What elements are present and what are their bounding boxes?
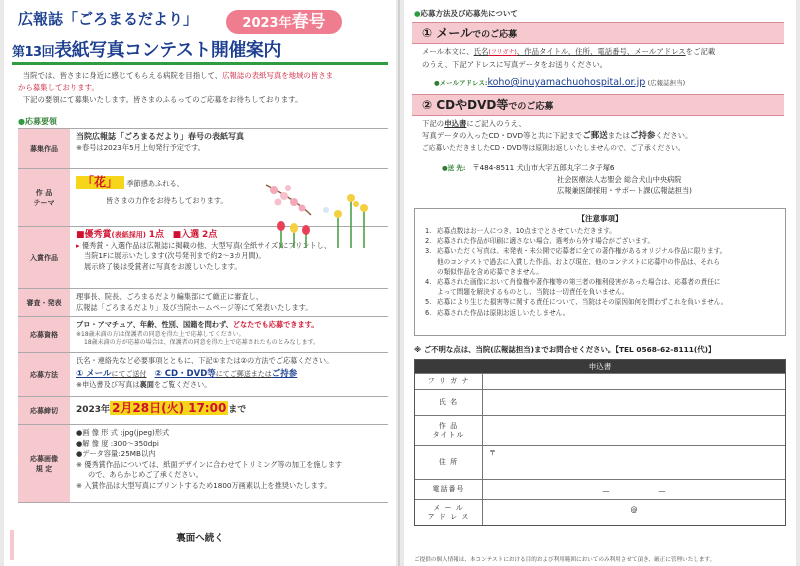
m2-f: または xyxy=(607,131,630,140)
label-theme: 作 品 テーマ xyxy=(18,169,70,226)
method2-header xyxy=(412,94,784,116)
elig-small1: ※18歳未満の方は保護者の同意を得た上で応募してください。 xyxy=(76,330,245,338)
deadline-date: 2月28日(火) xyxy=(112,401,185,415)
addr-zip: 〒484-8511 犬山市大字五郎丸字二タ子塚6 xyxy=(472,163,615,172)
inquiry-text: ※ ご不明な点は、当院(広報誌担当)までお問合せください。【TEL 0568-62-8111(代)】 xyxy=(414,345,716,354)
butterfly-icon xyxy=(323,207,329,213)
form-field-label: 作 品 タイトル xyxy=(415,416,483,445)
label-deadline: 応募締切 xyxy=(18,397,70,424)
prize-note3: 展示終了後は受賞者に写真をお渡しいたします。 xyxy=(84,261,242,271)
m1-d: 、作品タイトル、住所、電話番号、メールアドレス xyxy=(516,47,686,56)
notes-box xyxy=(414,208,786,336)
form-row xyxy=(415,479,785,499)
note-number xyxy=(425,287,437,297)
title-underline xyxy=(12,62,388,65)
email-label: ●メールアドレス: xyxy=(434,79,488,87)
category-c: 」春号の表紙写真 xyxy=(180,132,244,141)
form-field-label: フ リ ガ ナ xyxy=(415,374,483,389)
theme-text1: 季節感あふれる、 xyxy=(126,179,184,188)
intro-line2: から募集しております。 xyxy=(18,83,99,92)
method1-num: ① xyxy=(422,26,433,40)
note-item xyxy=(425,308,775,318)
m2-line3: ご応募いただきましたCD・DVD等は原則お返しいたしませんので、ご了承ください。 xyxy=(422,144,685,152)
theme-word: 「花」 xyxy=(76,176,124,189)
cell-specs xyxy=(70,425,388,502)
theme-text2: 皆さまの力作をお待ちしております。 xyxy=(106,195,228,205)
m1-c: (フリガナ) xyxy=(488,49,517,56)
note-item xyxy=(425,257,775,267)
note-item xyxy=(425,267,775,277)
row-category xyxy=(18,129,388,169)
m2-d: 写真データの入ったCD・DVD等と共に下記まで xyxy=(422,131,583,140)
prize-gold-count: 1点 xyxy=(148,230,165,240)
notes-list xyxy=(415,224,785,318)
form-row xyxy=(415,389,785,415)
judge-text1: 理事長、院長、ごろまるだより編集部にて厳正に審査し、 xyxy=(76,292,263,301)
prize-note1: 優秀賞・入選作品は広報誌に掲載の他、大型写真(全紙サイズ)にプリントし、 xyxy=(81,240,332,250)
note-item xyxy=(425,297,775,307)
note-text: 応募点数はお一人につき、10点までとさせていただきます。 xyxy=(437,227,616,235)
intro-text xyxy=(18,70,386,106)
magazine-label: 広報誌「ごろまるだより」 xyxy=(18,10,199,28)
m2-g: ご持参 xyxy=(629,131,656,141)
cell-deadline xyxy=(70,397,388,424)
category-a: 当院広報誌「 xyxy=(76,132,124,141)
addr-org: 社会医療法人志聖会 総合犬山中央病院 xyxy=(557,175,682,184)
form-title: 申込書 xyxy=(415,360,785,373)
deadline-year: 2023年 xyxy=(76,405,111,415)
form-field-label: 氏 名 xyxy=(415,390,483,415)
prize-note2: 当院1Fに展示いたします(次号発刊まで約2～3カ月間)。 xyxy=(84,251,266,260)
method-opt2: ② CD・DVD等 xyxy=(154,368,216,379)
label-specs: 応募画像 規 定 xyxy=(18,425,70,502)
method1-title: メール xyxy=(436,26,473,40)
label-judging: 審査・発表 xyxy=(18,289,70,316)
note-number: 5. xyxy=(425,298,432,307)
back-page xyxy=(404,0,796,566)
intro-line1a: 当院では、皆さまに身近に感じてもらえる病院を目指して、 xyxy=(22,71,223,80)
method-opt2b: にてご郵送または xyxy=(215,369,272,378)
m2-a: 下記の xyxy=(422,119,445,128)
email-link[interactable]: koho@inuyamachuohospital.or.jp xyxy=(487,77,646,88)
spec-resolution: ●解 像 度 :300～350dpi xyxy=(76,438,159,448)
email-note: (広報誌担当) xyxy=(647,79,686,87)
method-note-c: をご覧ください。 xyxy=(153,380,212,389)
method2-title: CDやDVD等 xyxy=(436,98,509,112)
issue-year: 2023年 xyxy=(242,16,292,31)
note-text: 応募された作品は原則お返しいたしません。 xyxy=(437,308,570,317)
spec-size: ●データ容量:25MB以内 xyxy=(76,449,156,458)
deadline-time: 17:00 xyxy=(188,401,227,415)
application-form xyxy=(414,359,786,526)
privacy-note: ご提供の個人情報は、本コンテストにおける目的および利用範囲においてのみ利用させて頂き、厳正に管理いたします。 xyxy=(414,557,716,563)
prize-gold-note: (表紙採用) xyxy=(111,231,146,239)
m2-e: ご郵送 xyxy=(582,131,608,141)
m1-line2: のうえ、下記アドレスに写真データをお送りください。 xyxy=(422,60,607,69)
method1-header xyxy=(412,22,784,44)
label-prizes: 入賞作品 xyxy=(18,227,70,288)
row-eligibility xyxy=(18,317,388,353)
cell-category xyxy=(70,129,388,168)
elig-small2: 18歳未満の方が応募の場合は、保護者の同意を得た上で応募されたものとみなします。 xyxy=(84,339,320,346)
form-field-input[interactable] xyxy=(483,390,785,415)
method-note-b: 裏面 xyxy=(139,380,154,389)
form-row xyxy=(415,499,785,525)
cell-prizes: ■優秀賞(表紙採用) 1点 ■入選 2点 ▸ 優秀賞・入選作品は広報誌に掲載の他、大型写真(全紙サイズ)にプリントし、 当院1Fに展示いたします(次号発刊まで約2～3カ月間)。 展示終了後は受賞者に写真をお渡しいたします。 xyxy=(70,227,388,288)
note-number xyxy=(425,257,437,267)
note-text: よって問題を解決するものとし、当院は一切責任を負いません。 xyxy=(437,288,629,297)
intro-line1b: 広報誌の表紙写真を地域の皆さま xyxy=(222,71,333,80)
method-note-a: ※申込書及び写真は xyxy=(76,380,140,389)
spec-note2: ので、あらかじめご了承ください。 xyxy=(88,470,203,479)
tulip-icon xyxy=(277,221,310,248)
note-item xyxy=(425,226,775,236)
prize-gold: ■優秀賞 xyxy=(76,230,112,240)
note-number: 2. xyxy=(425,237,432,246)
method1-text xyxy=(422,46,786,89)
note-number: 4. xyxy=(425,278,432,287)
label-method: 応募方法 xyxy=(18,353,70,396)
form-field-input[interactable]: 〒 xyxy=(489,449,496,457)
row-specs xyxy=(18,425,388,503)
cell-judging xyxy=(70,289,388,316)
note-text: 応募いただく写真は、未発表・未公開で応募者に全ての著作権があるオリジナル作品に限ります。 xyxy=(437,247,727,256)
issue-season: 春号 xyxy=(291,12,326,32)
intro-line3: 下記の要領にて募集いたします。皆さまのふるってのご応募をお待ちしております。 xyxy=(22,95,303,104)
rapeseed-icon xyxy=(334,194,368,248)
note-number: 1. xyxy=(425,227,432,235)
m2-h: ください。 xyxy=(655,131,693,140)
form-row xyxy=(415,445,785,479)
page-divider xyxy=(398,0,400,566)
note-number xyxy=(425,267,437,277)
m2-b: 申込書 xyxy=(444,119,467,128)
form-field-input[interactable]: — — xyxy=(602,487,666,495)
application-section-heading: ●応募方法及び応募先について xyxy=(414,9,518,18)
method2-suffix: でのご応募 xyxy=(508,102,554,112)
form-field-label: 電話番号 xyxy=(415,480,483,499)
method-opt1: ① メール xyxy=(76,368,112,379)
m2-c: にご記入のうえ、 xyxy=(466,119,526,128)
notes-title: 【注意事項】 xyxy=(577,214,623,223)
footer-accent xyxy=(10,530,14,560)
issue-badge xyxy=(226,10,342,34)
note-item xyxy=(425,287,775,297)
note-number: 6. xyxy=(425,308,432,317)
note-item xyxy=(425,277,775,287)
deadline-post: まで xyxy=(228,405,247,415)
cell-eligibility xyxy=(70,317,388,352)
row-method xyxy=(18,353,388,397)
spec-note1: ※ 優秀賞作品については、紙面デザインに合わせてトリミング等の加工を施します xyxy=(76,459,343,469)
method-text1: 氏名・連絡先など必要事項とともに、下記①または②の方法でご応募ください。 xyxy=(76,356,334,365)
method-opt1b: にてご送付 xyxy=(111,369,147,378)
prize-select-count: 2点 xyxy=(202,230,218,240)
note-text: 他のコンテストで過去に入賞した作品、および現在、他のコンテストに応募中の作品は、それら xyxy=(437,257,721,266)
form-row xyxy=(415,373,785,389)
front-page xyxy=(4,0,396,566)
note-text: の類似作品を含め応募できません。 xyxy=(437,267,543,276)
method-opt2c: ご持参 xyxy=(271,368,298,379)
continue-footer: 裏面へ続く xyxy=(176,533,224,544)
title-main: 表紙写真コンテスト開催案内 xyxy=(54,40,281,61)
page-title xyxy=(12,36,281,62)
category-note: ※春号は2023年5月上旬発行予定です。 xyxy=(76,142,205,152)
note-item xyxy=(425,236,775,246)
form-field-input[interactable] xyxy=(483,374,785,389)
category-b: ごろまるだより xyxy=(124,132,180,141)
note-text: 応募された作品が印刷に適さない場合、選考から外す場合がございます。 xyxy=(437,237,655,246)
note-number: 3. xyxy=(425,247,432,256)
application-section-title: 応募方法及び応募先について xyxy=(420,9,518,18)
note-item xyxy=(425,246,775,256)
form-row xyxy=(415,415,785,445)
spec-note3: ※ 入賞作品は大型写真にプリントするため1800万画素以上を推奨いたします。 xyxy=(76,480,332,490)
form-field-label: 住 所 xyxy=(415,446,483,479)
row-judging xyxy=(18,289,388,317)
label-category: 募集作品 xyxy=(18,129,70,168)
judge-text2: 広報誌「ごろまるだより」及び当院ホームページ等にて発表いたします。 xyxy=(76,302,313,312)
cherry-blossom-icon xyxy=(266,185,311,215)
m1-e: をご記載 xyxy=(685,47,716,56)
note-text: 応募により生じた損害等に関する責任について、当院はその原因如何を問わずこれを負いません。 xyxy=(437,298,728,307)
m1-a: メール本文に、 xyxy=(422,47,474,56)
row-deadline xyxy=(18,397,388,425)
cell-method xyxy=(70,353,388,396)
spec-format: ●画 像 形 式 :jpg(jpeg)形式 xyxy=(76,428,170,437)
section-title: 応募要領 xyxy=(24,117,57,126)
addr-label: ●送 先: xyxy=(442,164,466,172)
form-field-input[interactable]: @ xyxy=(630,506,638,514)
section-heading: ●応募要領 xyxy=(18,117,57,126)
form-field-input[interactable] xyxy=(483,416,785,445)
method2-num: ② xyxy=(422,98,433,112)
mailing-address xyxy=(442,162,782,196)
note-text: 応募された画像において肖像権や著作権等の第三者の権利侵害があった場合は、応募者の責任に xyxy=(437,278,721,287)
addr-dept: 広報兼医師採用・サポート課(広報誌担当) xyxy=(557,186,692,195)
elig-text1: プロ・アマチュア、年齢、性別、国籍を問わず、 xyxy=(76,320,233,329)
m1-b: 氏名 xyxy=(473,47,489,56)
label-eligibility: 応募資格 xyxy=(18,317,70,352)
title-prefix: 第13回 xyxy=(12,45,55,60)
form-rows xyxy=(415,373,785,525)
elig-text1b: どなたでも応募できます。 xyxy=(232,320,319,329)
method1-suffix: でのご応募 xyxy=(472,30,518,40)
method2-text xyxy=(422,118,786,154)
prize-select: ■入選 xyxy=(172,230,200,240)
flowers-illustration xyxy=(256,180,376,250)
form-field-label: メ ー ル ア ド レ ス xyxy=(415,500,483,525)
